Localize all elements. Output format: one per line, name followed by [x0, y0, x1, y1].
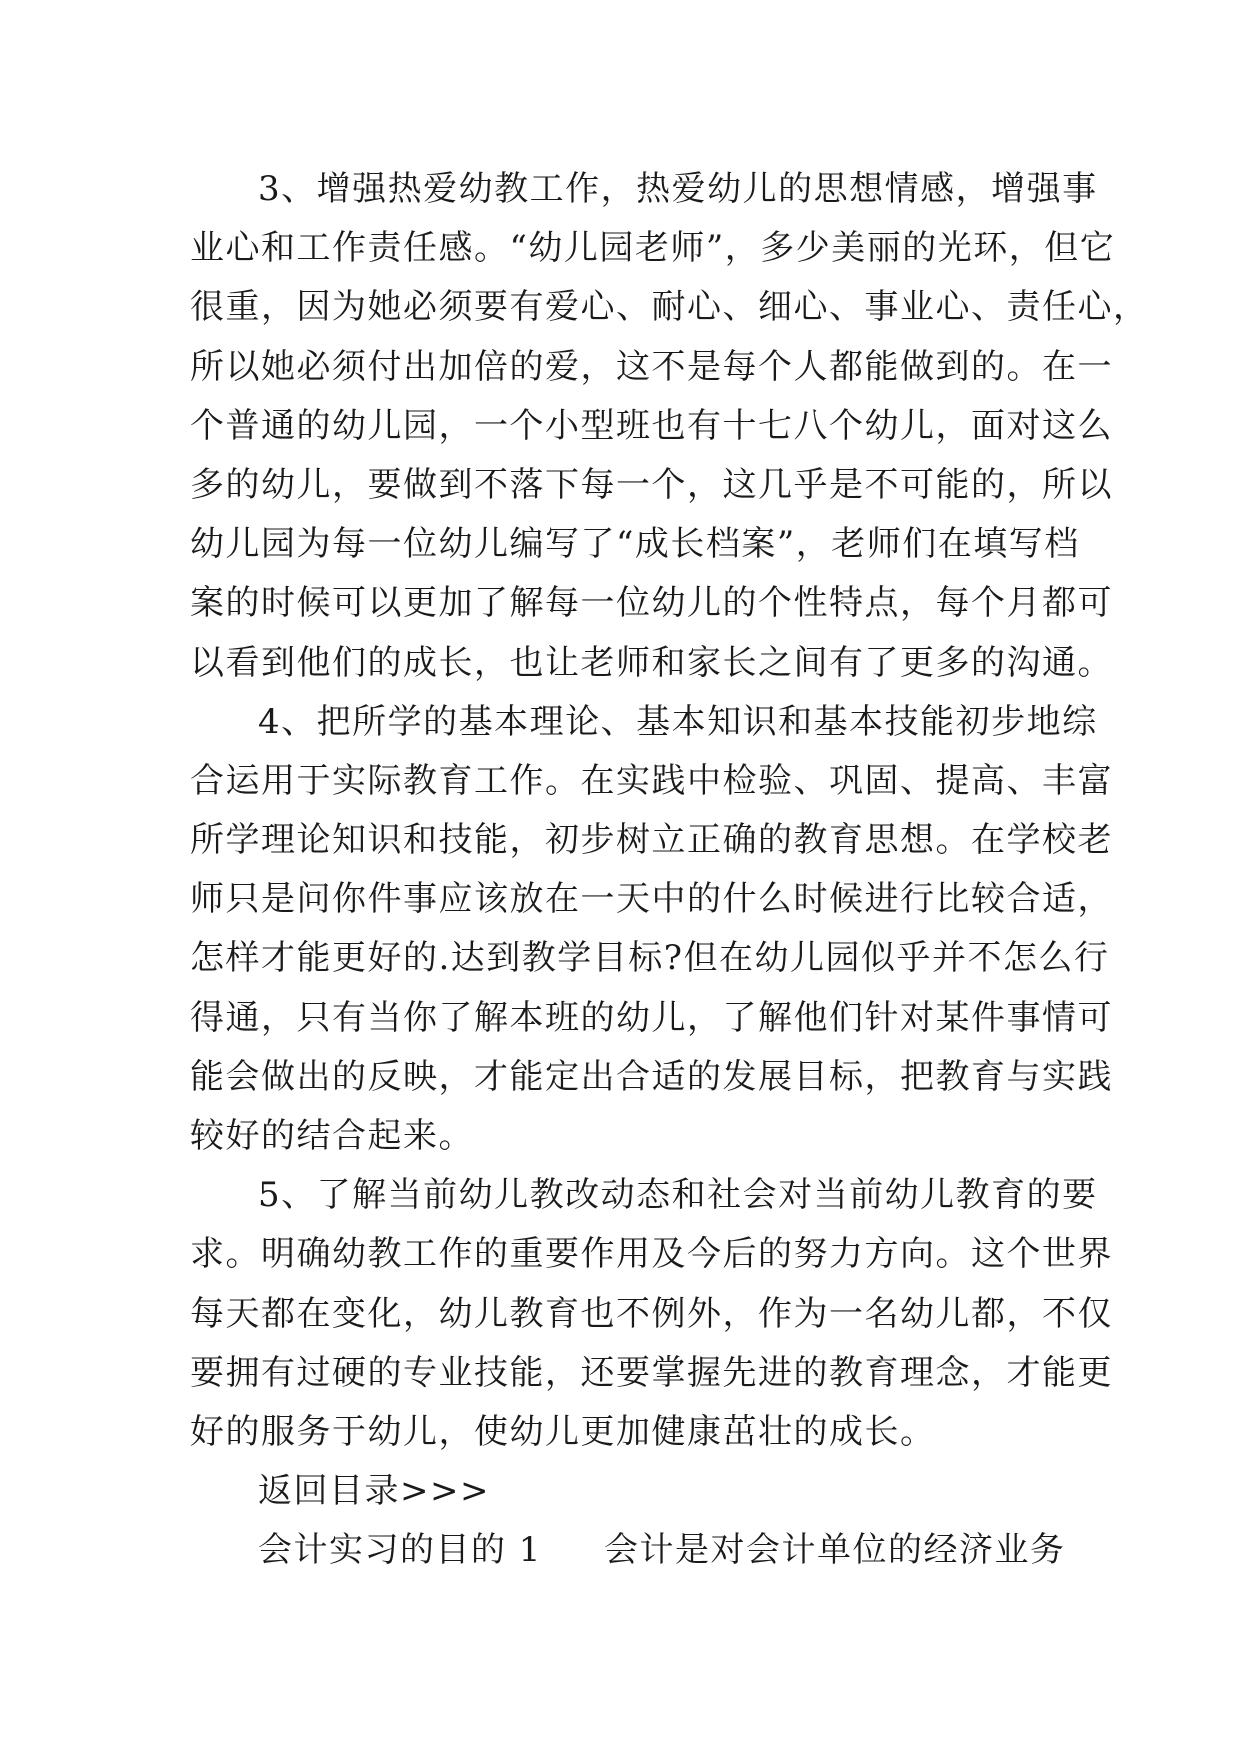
text-line: 个普通的幼儿园，一个小型班也有十七八个幼儿，面对这么: [190, 405, 1113, 446]
document-page: [190, 160, 1149, 1581]
text-line: 好的服务于幼儿，使幼儿更加健康茁壮的成长。: [190, 1411, 936, 1452]
text-line: 所以她必须付出加倍的爱，这不是每个人都能做到的。在一: [190, 346, 1113, 387]
text-line: 得通，只有当你了解本班的幼儿，了解他们针对某件事情可: [190, 997, 1113, 1038]
text-line: 多的幼儿，要做到不落下每一个，这几乎是不可能的，所以: [190, 464, 1113, 505]
text-line: 3、增强热爱幼教工作，热爱幼儿的思想情感，增强事: [258, 169, 1098, 209]
next-section-text: 会计是对会计单位的经济业务: [603, 1530, 1066, 1571]
paragraph-4: [190, 693, 1113, 1167]
text-line: 5、了解当前幼儿教改动态和社会对当前幼儿教育的要: [258, 1175, 1098, 1216]
text-line: 很重，因为她必须要有爱心、耐心、细心、事业心、责任心，: [190, 287, 1149, 328]
paragraph-3: [190, 160, 1149, 693]
text-line: 较好的结合起来。: [190, 1116, 474, 1156]
text-line: 幼儿园为每一位幼儿编写了“成长档案”，老师们在填写档: [190, 524, 1080, 565]
next-section-title: 会计实习的目的 1: [258, 1530, 542, 1571]
text-line: 能会做出的反映，才能定出合适的发展目标，把教育与实践: [190, 1056, 1113, 1097]
text-line: 业心和工作责任感。“幼儿园老师”，多少美丽的光环，但它: [190, 228, 1116, 269]
text-line: 以看到他们的成长，也让老师和家长之间有了更多的沟通。: [190, 642, 1113, 683]
text-line: 案的时候可以更加了解每一位幼儿的个性特点，每个月都可: [190, 583, 1113, 624]
back-to-toc-link[interactable]: 返回目录>>>: [258, 1471, 490, 1512]
text-line: 合运用于实际教育工作。在实践中检验、巩固、提高、丰富: [190, 760, 1113, 801]
text-line: 要拥有过硬的专业技能，还要掌握先进的教育理念，才能更: [190, 1352, 1113, 1393]
text-line: 求。明确幼教工作的重要作用及今后的努力方向。这个世界: [190, 1234, 1113, 1275]
text-line: 师只是问你件事应该放在一天中的什么时候进行比较合适，: [190, 879, 1113, 920]
paragraph-5: [190, 1166, 1113, 1462]
next-section-line: [190, 1521, 1066, 1580]
text-line: 怎样才能更好的.达到教学目标?但在幼儿园似乎并不怎么行: [190, 938, 1110, 979]
text-line: 每天都在变化，幼儿教育也不例外，作为一名幼儿都，不仅: [190, 1293, 1113, 1334]
text-line: 所学理论知识和技能，初步树立正确的教育思想。在学校老: [190, 820, 1113, 861]
text-line: 4、把所学的基本理论、基本知识和基本技能初步地综: [258, 701, 1098, 742]
